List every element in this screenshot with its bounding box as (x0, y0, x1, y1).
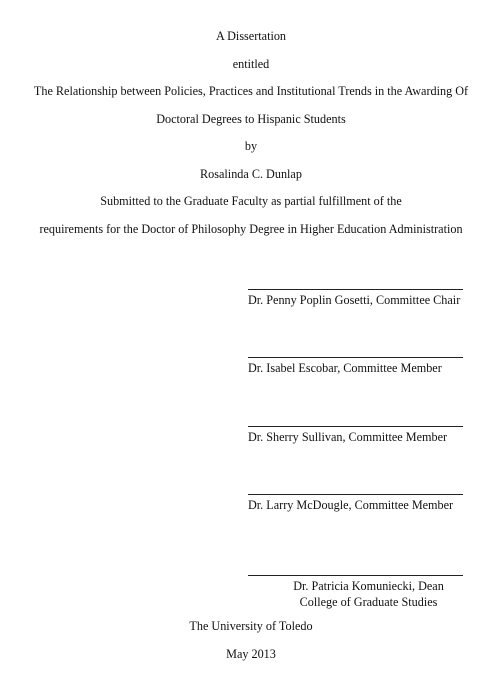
signature-line (248, 289, 463, 290)
submission-statement-line-2: requirements for the Doctor of Philosophy Degree in Higher Education Administration (39, 222, 463, 236)
dean-name: Dr. Patricia Komuniecki, Dean (293, 579, 444, 593)
dissertation-title-line-2: Doctoral Degrees to Hispanic Students (156, 112, 346, 126)
signature-line (248, 357, 463, 358)
submission-date: May 2013 (226, 647, 276, 661)
signatory-name: Dr. Larry McDougle, Committee Member (248, 498, 454, 512)
signatory-name: Dr. Isabel Escobar, Committee Member (248, 361, 442, 375)
signature-block-dean (248, 575, 463, 610)
signature-block-member-2 (248, 426, 463, 445)
signature-block-chair (248, 289, 463, 308)
dissertation-title-line-1: The Relationship between Policies, Practices and Institutional Trends in the Awarding Of (33, 84, 469, 98)
signature-line (248, 426, 463, 427)
author-name: Rosalinda C. Dunlap (200, 167, 302, 181)
institution-name: The University of Toledo (189, 619, 313, 633)
signature-line (248, 575, 463, 576)
document-type: A Dissertation (215, 29, 287, 43)
entitled-label: entitled (232, 57, 270, 71)
by-label: by (244, 139, 258, 153)
signature-block-member-3 (248, 494, 463, 513)
signature-block-member-1 (248, 357, 463, 376)
signatory-name: Dr. Sherry Sullivan, Committee Member (248, 430, 448, 444)
signatory-name: Dr. Penny Poplin Gosetti, Committee Chair (248, 293, 461, 307)
dean-office: College of Graduate Studies (299, 595, 438, 609)
signature-line (248, 494, 463, 495)
submission-statement-line-1: Submitted to the Graduate Faculty as partial fulfillment of the (100, 194, 402, 208)
